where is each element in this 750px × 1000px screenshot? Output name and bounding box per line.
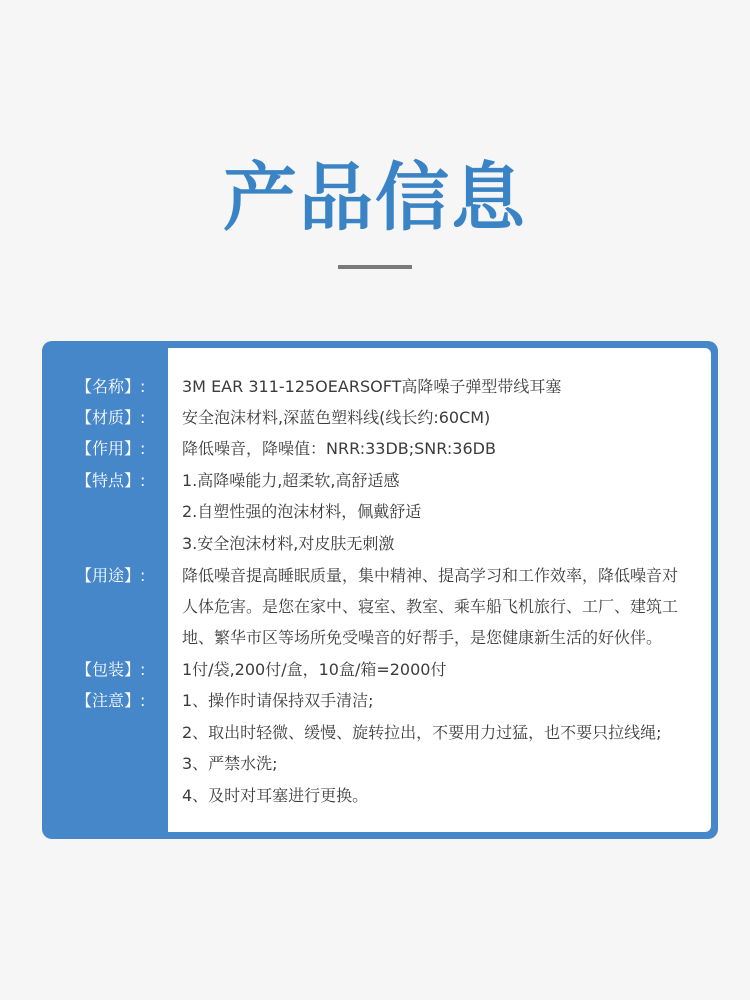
usage-line-2: 人体危害。是您在家中、寝室、教室、乘车船飞机旅行、工厂、建筑工 <box>182 597 679 616</box>
notes-line-2: 2、取出时轻微、缓慢、旋转拉出，不要用力过猛，也不要只拉线绳; <box>182 723 662 742</box>
name-value: 3M EAR 311-125OEARSOFT高降噪子弹型带线耳塞 <box>182 377 562 396</box>
features-line-1: 1.高降噪能力,超柔软,高舒适感 <box>182 471 400 490</box>
page-title: 产品信息 <box>223 155 527 241</box>
notes-line-3: 3、严禁水洗; <box>182 754 278 773</box>
features-label: 【特点】: <box>76 471 146 490</box>
title-divider <box>338 265 412 269</box>
notes-line-1: 1、操作时请保持双手清洁; <box>182 691 374 710</box>
features-line-3: 3.安全泡沫材料,对皮肤无刺激 <box>182 534 395 553</box>
usage-label: 【用途】: <box>76 566 146 585</box>
packaging-label: 【包装】: <box>76 660 146 679</box>
material-label: 【材质】: <box>76 408 146 427</box>
usage-line-1: 降低噪音提高睡眠质量，集中精神、提高学习和工作效率，降低噪音对 <box>182 566 679 585</box>
notes-line-4: 4、及时对耳塞进行更换。 <box>182 786 369 805</box>
notes-label: 【注意】: <box>76 691 146 710</box>
function-value: 降低噪音，降噪值：NRR:33DB;SNR:36DB <box>182 439 496 458</box>
product-info-card <box>42 341 718 839</box>
name-label: 【名称】: <box>76 377 146 396</box>
features-line-2: 2.自塑性强的泡沫材料，佩戴舒适 <box>182 502 422 521</box>
usage-line-3: 地、繁华市区等场所免受噪音的好帮手，是您健康新生活的好伙伴。 <box>182 628 663 647</box>
material-value: 安全泡沫材料,深蓝色塑料线(线长约:60CM) <box>182 408 491 427</box>
packaging-value: 1付/袋,200付/盒，10盒/箱=2000付 <box>182 660 447 679</box>
function-label: 【作用】: <box>76 439 146 458</box>
